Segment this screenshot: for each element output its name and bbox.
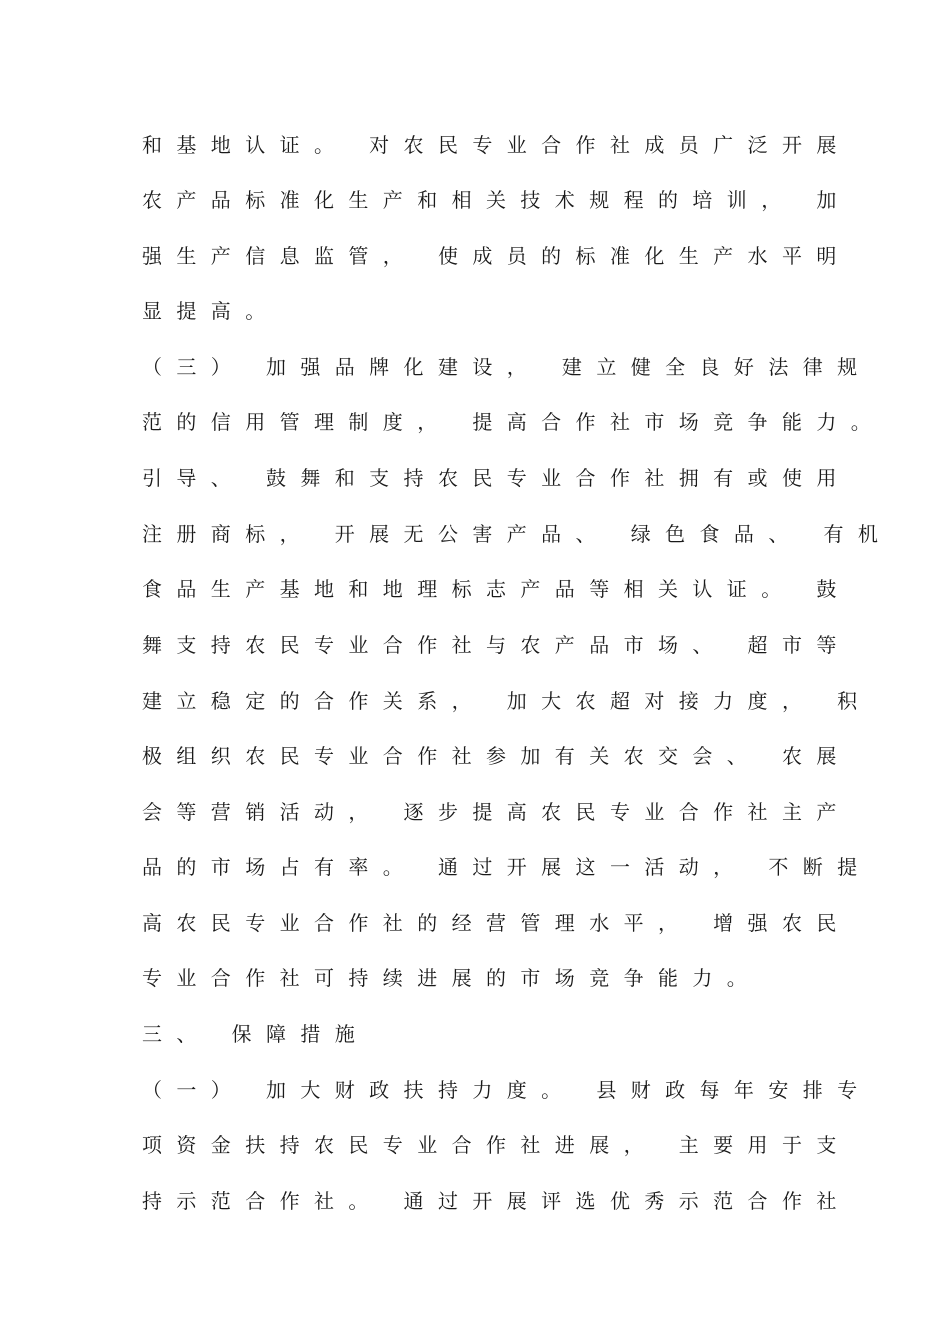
text-line: 建立稳定的合作关系， 加大农超对接力度， 积 [142, 689, 872, 713]
text-line: 引导、 鼓舞和支持农民专业合作社拥有或使用 [142, 466, 851, 490]
text-line: 会等营销活动， 逐步提高农民专业合作社主产 [142, 800, 851, 824]
text-line: 持示范合作社。 通过开展评选优秀示范合作社 [142, 1189, 851, 1213]
text-line: 食品生产基地和地理标志产品等相关认证。 鼓 [142, 577, 851, 601]
text-line: （三） 加强品牌化建设， 建立健全良好法律规 [142, 355, 872, 379]
text-line: （一） 加大财政扶持力度。 县财政每年安排专 [142, 1078, 872, 1102]
text-line: 显提高。 [142, 299, 280, 323]
text-line: 高农民专业合作社的经营管理水平， 增强农民 [142, 911, 851, 935]
section-heading: 三、 保障措施 [142, 1022, 370, 1046]
text-line: 注册商标， 开展无公害产品、 绿色食品、 有机 [142, 522, 893, 546]
text-line: 专业合作社可持续进展的市场竞争能力。 [142, 966, 762, 990]
text-line: 极组织农民专业合作社参加有关农交会、 农展 [142, 744, 851, 768]
text-line: 舞支持农民专业合作社与农产品市场、 超市等 [142, 633, 851, 657]
text-line: 范的信用管理制度， 提高合作社市场竞争能力。 [142, 410, 886, 434]
text-line: 农产品标准化生产和相关技术规程的培训， 加 [142, 188, 851, 212]
text-line: 和基地认证。 对农民专业合作社成员广泛开展 [142, 133, 851, 157]
text-line: 项资金扶持农民专业合作社进展， 主要用于支 [142, 1133, 851, 1157]
text-line: 品的市场占有率。 通过开展这一活动， 不断提 [142, 855, 872, 879]
text-line: 强生产信息监管， 使成员的标准化生产水平明 [142, 244, 851, 268]
